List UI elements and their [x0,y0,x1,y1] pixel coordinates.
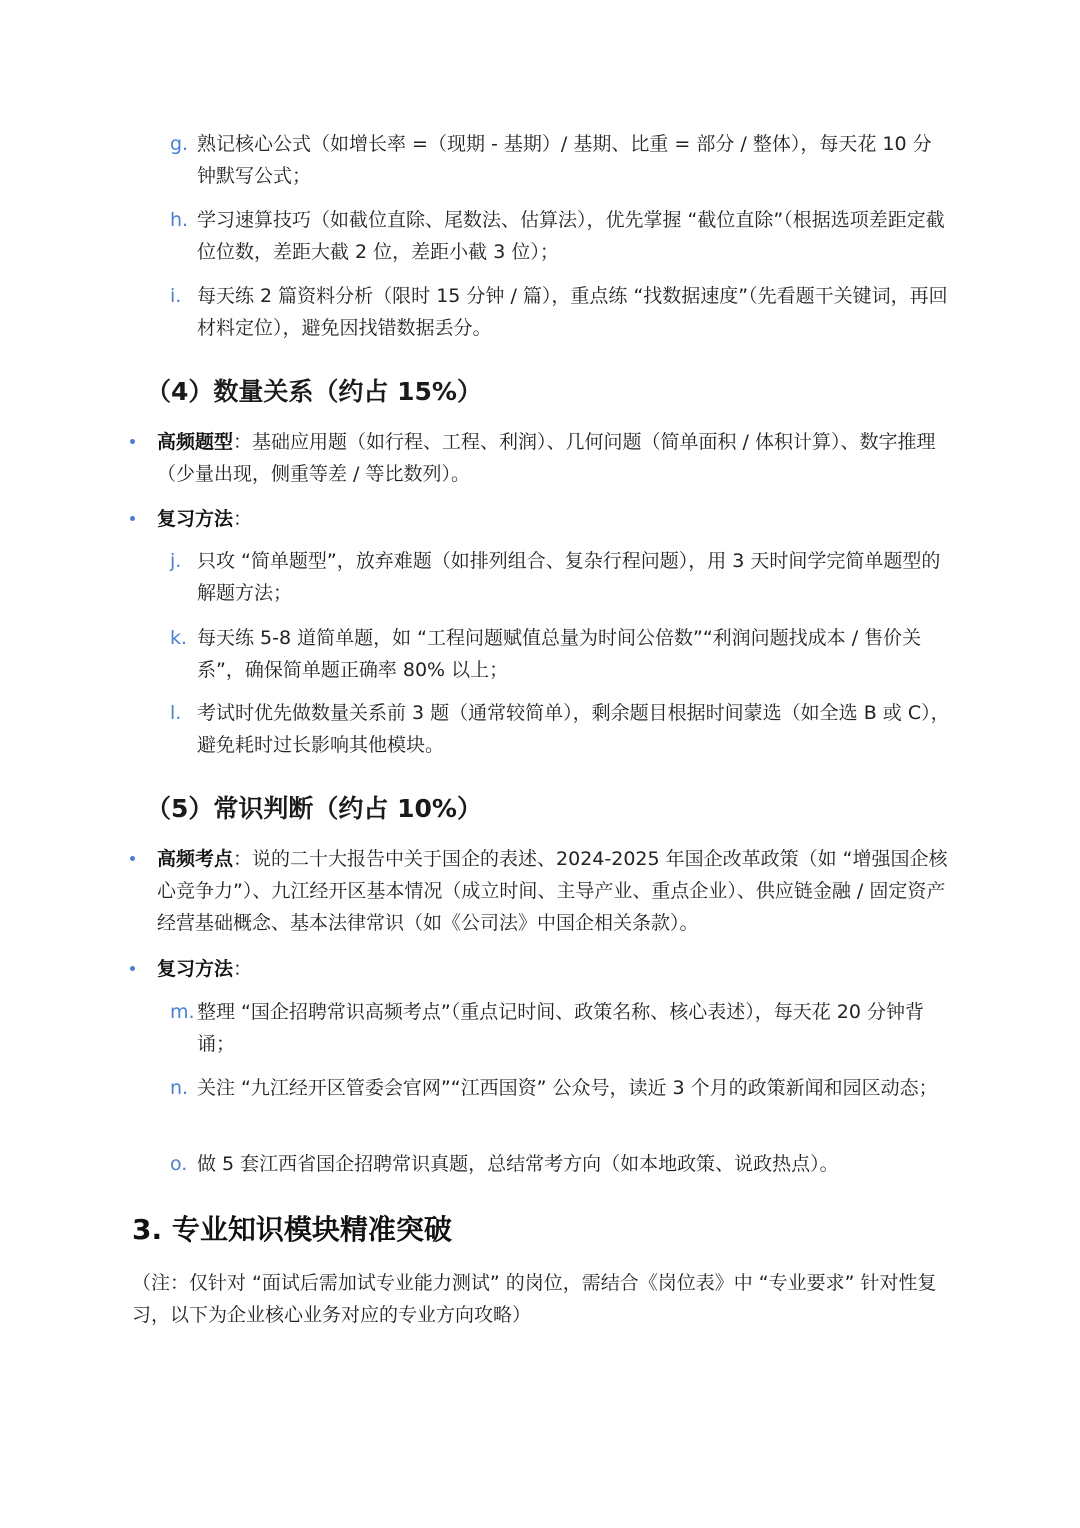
bullet-text: ：基础应用题（如行程、工程、利润）、几何问题（简单面积 / 体积计算）、数字推理（少量出现，侧重等差 / 等比数列）。 [157,431,936,485]
list-item-text: 学习速算技巧（如截位直除、尾数法、估算法），优先掌握 “截位直除”（根据选项差距定截位位数，差距大截 2 位，差距小截 3 位）； [197,209,945,263]
list-marker: i. [170,285,182,307]
list-item-text: 只攻 “简单题型”，放弃难题（如排列组合、复杂行程问题），用 3 天时间学完简单题型的解题方法； [197,550,941,604]
section-note: （注：仅针对 “面试后需加试专业能力测试” 的岗位，需结合《岗位表》中 “专业要求” 针对性复习，以下为企业核心业务对应的专业方向攻略） [132,1272,937,1326]
bullet-label: 复习方法 [157,958,234,980]
list-marker: h. [170,209,189,231]
list-marker: l. [170,702,182,724]
bullet-label: 复习方法 [157,508,234,530]
section-heading-professional-knowledge: 3. 专业知识模块精准突破 [132,1213,452,1246]
bullet-review-method: 复习方法： [130,953,950,985]
list-marker: m. [170,1001,195,1023]
section-heading-common-sense: （5）常识判断（约占 10%） [146,794,482,823]
bullet-dot-icon [130,439,135,444]
list-marker: k. [170,627,188,649]
bullet-label: 高频考点 [157,848,234,870]
list-item-n [170,1072,950,1104]
list-item-text: 关注 “九江经开区管委会官网”“江西国资” 公众号，读近 3 个月的政策新闻和园区动态； [197,1077,938,1099]
list-item-m [170,996,950,1060]
list-item-text: 做 5 套江西省国企招聘常识真题，总结常考方向（如本地政策、说政热点）。 [197,1153,839,1175]
bullet-review-method: 复习方法： [130,503,950,535]
list-item-text: 熟记核心公式（如增长率 =（现期 - 基期）/ 基期、比重 = 部分 / 整体），每天花 10 分钟默写公式； [197,133,932,187]
bullet-high-frequency-types [130,426,950,490]
list-item-g [170,128,950,192]
section-heading-quantitative: （4）数量关系（约占 15%） [146,377,482,406]
list-marker: g. [170,133,189,155]
bullet-label: 高频题型 [157,431,234,453]
bullet-text: ：说的二十大报告中关于国企的表述、2024-2025 年国企改革政策（如 “增强国企核心竞争力”）、九江经开区基本情况（成立时间、主导产业、重点企业）、供应链金融 / 固定资产经营基础概念、基本法律常识（如《公司法》中国企相关条款）。 [157,848,948,934]
list-marker: o. [170,1153,188,1175]
list-marker: n. [170,1077,189,1099]
list-item-text: 每天练 5-8 道简单题，如 “工程问题赋值总量为时间公倍数”“利润问题找成本 / 售价关系”，确保简单题正确率 80% 以上； [197,627,922,681]
list-item-l [170,697,950,761]
list-item-text: 整理 “国企招聘常识高频考点”（重点记时间、政策名称、核心表述），每天花 20 分钟背诵； [197,1001,924,1055]
list-item-o [170,1148,950,1180]
list-item-j [170,545,950,609]
bullet-dot-icon [130,966,135,971]
list-item-i [170,280,950,344]
list-item-text: 每天练 2 篇资料分析（限时 15 分钟 / 篇），重点练 “找数据速度”（先看题干关键词，再回材料定位），避免因找错数据丢分。 [197,285,948,339]
bullet-high-frequency-points [130,843,950,939]
bullet-dot-icon [130,856,135,861]
list-item-k [170,622,950,686]
list-item-h [170,204,950,268]
list-item-text: 考试时优先做数量关系前 3 题（通常较简单），剩余题目根据时间蒙选（如全选 B 或 C），避免耗时过长影响其他模块。 [197,702,950,756]
list-marker: j. [170,550,182,572]
bullet-dot-icon [130,516,135,521]
